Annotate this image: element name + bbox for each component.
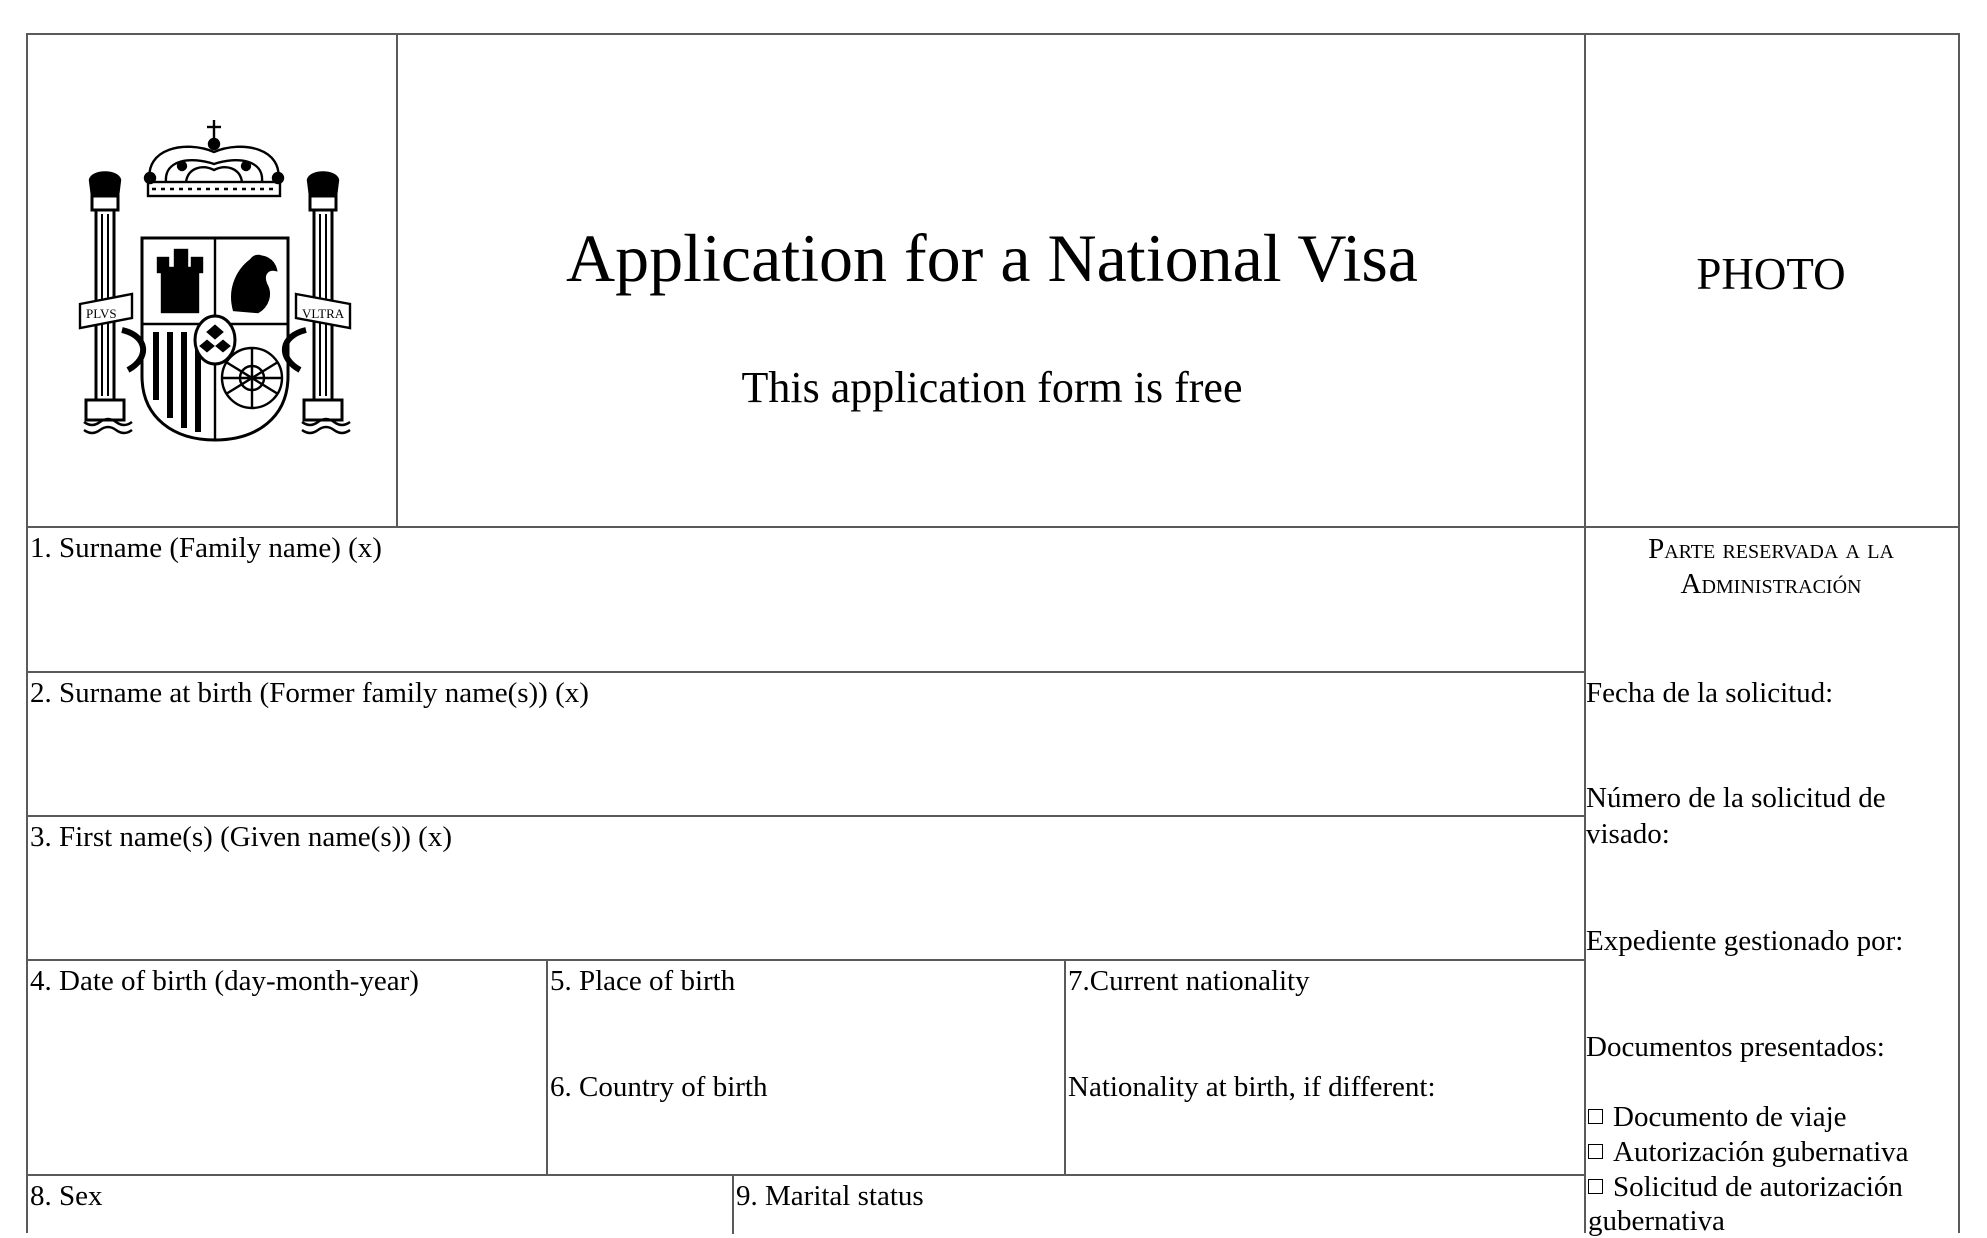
admin-section-heading: Parte reservada a la Administración — [1648, 533, 1894, 600]
checklist-item-autorizacion[interactable]: Autorización gubernativa — [1588, 1135, 1909, 1169]
admin-fecha-label: Fecha de la solicitud: — [1586, 677, 1834, 709]
row-line-2 — [26, 671, 1586, 673]
row-line-5 — [26, 1174, 1586, 1176]
admin-documentos-label: Documentos presentados: — [1586, 1031, 1885, 1063]
field-current-nationality-label: 7.Current nationality — [1068, 965, 1310, 997]
photo-placeholder: PHOTO — [1696, 249, 1846, 299]
checklist-item-documento-viaje[interactable]: Documento de viaje — [1588, 1100, 1847, 1134]
row-line-3 — [26, 815, 1586, 817]
admin-numero-label: Número de la solicitud de visado: — [1586, 782, 1886, 850]
field-country-of-birth-label: 6. Country of birth — [550, 1071, 768, 1103]
field-place-of-birth-label: 5. Place of birth — [550, 965, 736, 997]
border-top — [26, 33, 1960, 35]
checkbox-icon[interactable] — [1588, 1109, 1603, 1124]
field-surname-label: 1. Surname (Family name) (x) — [30, 532, 382, 564]
field-surname-at-birth-label: 2. Surname at birth (Former family name(s)) (x) — [30, 677, 589, 709]
divider-place-nationality — [1064, 959, 1066, 1175]
divider-sex-marital — [732, 1174, 734, 1234]
form-title: Application for a National Visa — [566, 220, 1418, 296]
row-line-1 — [26, 526, 1960, 528]
svg-text:PLVS: PLVS — [86, 306, 117, 321]
field-sex-label: 8. Sex — [30, 1180, 103, 1212]
checklist-item-solicitud-autorizacion[interactable]: Solicitud de autorización gubernativa — [1588, 1171, 1903, 1237]
field-marital-status-label: 9. Marital status — [736, 1180, 924, 1212]
admin-expediente-label: Expediente gestionado por: — [1586, 925, 1904, 957]
border-right — [1958, 33, 1960, 1233]
border-left — [26, 33, 28, 1233]
form-subtitle: This application form is free — [741, 363, 1243, 412]
field-first-names-label: 3. First name(s) (Given name(s)) (x) — [30, 821, 452, 853]
row-line-4 — [26, 959, 1586, 961]
svg-text:VLTRA: VLTRA — [302, 306, 345, 321]
field-nationality-at-birth-label: Nationality at birth, if different: — [1068, 1071, 1436, 1103]
divider-dob-place — [546, 959, 548, 1175]
checkbox-icon[interactable] — [1588, 1144, 1603, 1159]
checkbox-icon[interactable] — [1588, 1179, 1603, 1194]
field-date-of-birth-label: 4. Date of birth (day-month-year) — [30, 965, 419, 997]
coat-of-arms-logo — [78, 118, 358, 447]
